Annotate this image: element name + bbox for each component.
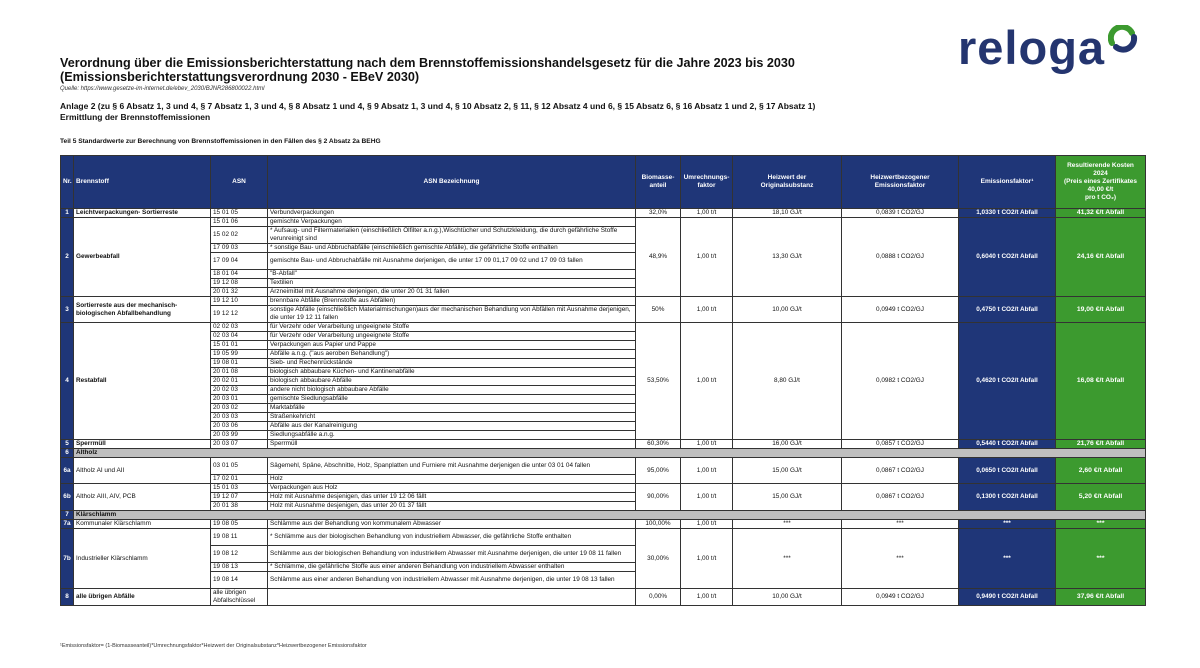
biomasse-cell: 53,50%	[636, 323, 681, 440]
table-row	[61, 484, 1146, 493]
asn-code: 20 03 07	[211, 440, 268, 449]
asn-code: 19 05 99	[211, 350, 268, 359]
row-nr: 7a	[61, 520, 74, 529]
asn-text: biologisch abbaubare Küchen- und Kantinenabfälle	[268, 368, 636, 377]
asn-code: 15 01 01	[211, 341, 268, 350]
row-nr: 5	[61, 440, 74, 449]
biomasse-cell: 50%	[636, 297, 681, 323]
asn-text: Holz mit Ausnahme desjenigen, das unter 19 12 06 fällt	[268, 493, 636, 502]
source-link[interactable]: Quelle: https://www.gesetze-im-internet.de/ebev_2030/BJNR286800022.html	[60, 86, 265, 92]
brennstoff-cell: Restabfall	[74, 323, 211, 440]
row-nr: 8	[61, 589, 74, 606]
emissionsfaktor-cell: 0,6040 t CO2/t Abfall	[959, 218, 1056, 297]
asn-text: * sonstige Bau- und Abbruchabfälle (einschließlich gemischte Abfälle), die gefährliche Stoffe enthalten	[268, 244, 636, 253]
heizwert-cell: 10,00 GJ/t	[733, 589, 842, 606]
asn-text: brennbare Abfälle (Brennstoffe aus Abfällen)	[268, 297, 636, 306]
asn-code: 18 01 04	[211, 270, 268, 279]
hbef-cell: ***	[842, 529, 959, 589]
heizwert-cell: ***	[733, 520, 842, 529]
asn-code: 20 03 99	[211, 431, 268, 440]
biomasse-cell: 48,9%	[636, 218, 681, 297]
brennstoff-cell: Industrieller Klärschlamm	[74, 529, 211, 589]
asn-code: 19 12 10	[211, 297, 268, 306]
biomasse-cell: 30,00%	[636, 529, 681, 589]
biomasse-cell: 100,00%	[636, 520, 681, 529]
document-title-line1: Verordnung über die Emissionsberichterstattung nach dem Brennstoffemissionshandelsgesetz für die Jahre 2023 bis 2030	[60, 56, 795, 70]
category-label: Klärschlamm	[74, 511, 1146, 520]
biomasse-cell: 0,00%	[636, 589, 681, 606]
asn-text: Sieb- und Rechenrückstände	[268, 359, 636, 368]
asn-text: sonstige Abfälle (einschließlich Materialmischungen)aus der mechanischen Behandlung von Abfällen mit Ausnahme derjenigen, die unter 19 12 11 fallen	[268, 306, 636, 323]
hbef-cell: 0,0949 t CO2/GJ	[842, 589, 959, 606]
row-nr: 4	[61, 323, 74, 440]
asn-code: 19 08 11	[211, 529, 268, 546]
brennstoff-cell: Sortierreste aus der mechanisch-biologischen Abfallbehandlung	[74, 297, 211, 323]
heizwert-cell: 13,30 GJ/t	[733, 218, 842, 297]
asn-text: Straßenkehricht	[268, 413, 636, 422]
hbef-cell: 0,0888 t CO2/GJ	[842, 218, 959, 297]
row-nr: 6a	[61, 458, 74, 484]
umrechnung-cell: 1,00 t/t	[681, 440, 733, 449]
table-row	[61, 297, 1146, 306]
asn-text: andere nicht biologisch abbaubare Abfälle	[268, 386, 636, 395]
asn-code: 20 03 02	[211, 404, 268, 413]
emissionsfaktor-cell: 0,4750 t CO2/t Abfall	[959, 297, 1056, 323]
asn-text: "B-Abfall"	[268, 270, 636, 279]
asn-code: 19 08 12	[211, 546, 268, 563]
reloga-logo	[958, 18, 1138, 78]
asn-code: 19 08 05	[211, 520, 268, 529]
umrechnung-cell: 1,00 t/t	[681, 297, 733, 323]
table-row	[61, 458, 1146, 475]
kosten-cell: 37,96 €/t Abfall	[1056, 589, 1146, 606]
document-header	[60, 56, 940, 146]
umrechnung-cell: 1,00 t/t	[681, 589, 733, 606]
asn-text: Schlämme aus einer anderen Behandlung von industriellem Abwasser mit Ausnahme derjenigen, die unter 19 08 13 fallen	[268, 572, 636, 589]
asn-text: gemischte Bau- und Abbruchabfälle mit Ausnahme derjenigen, die unter 17 09 01,17 09 02 und 17 09 03 fallen	[268, 253, 636, 270]
col-emissionsfaktor: Emissionsfaktor¹	[959, 156, 1056, 209]
brennstoff-cell: alle übrigen Abfälle	[74, 589, 211, 606]
asn-text: Verpackungen aus Holz	[268, 484, 636, 493]
biomasse-cell: 90,00%	[636, 484, 681, 511]
heizwert-cell: 15,00 GJ/t	[733, 458, 842, 484]
asn-code: 15 01 05	[211, 209, 268, 218]
umrechnung-cell: 1,00 t/t	[681, 458, 733, 484]
asn-text: Schlämme aus der Behandlung von kommunalem Abwasser	[268, 520, 636, 529]
kosten-cell: 41,32 €/t Abfall	[1056, 209, 1146, 218]
asn-code: 17 02 01	[211, 475, 268, 484]
asn-text: Arzneimittel mit Ausnahme derjenigen, die unter 20 01 31 fallen	[268, 288, 636, 297]
umrechnung-cell: 1,00 t/t	[681, 323, 733, 440]
hbef-cell: 0,0982 t CO2/GJ	[842, 323, 959, 440]
emissionsfaktor-cell: ***	[959, 529, 1056, 589]
biomasse-cell: 95,00%	[636, 458, 681, 484]
emissionsfaktor-cell: 1,0330 t CO2/t Abfall	[959, 209, 1056, 218]
asn-text: Holz mit Ausnahme desjenigen, das unter 20 01 37 fällt	[268, 502, 636, 511]
umrechnung-cell: 1,00 t/t	[681, 218, 733, 297]
asn-text	[268, 589, 636, 606]
row-nr: 3	[61, 297, 74, 323]
brennstoff-cell: Altholz AIII, AIV, PCB	[74, 484, 211, 511]
asn-code: 03 01 05	[211, 458, 268, 475]
hbef-cell: 0,0867 t CO2/GJ	[842, 458, 959, 484]
emissionsfaktor-cell: 0,1300 t CO2/t Abfall	[959, 484, 1056, 511]
part-title: Teil 5 Standardwerte zur Berechnung von Brennstoffemissionen in den Fällen des § 2 Absatz 2a BEHG	[60, 138, 381, 145]
emission-table	[60, 155, 1146, 606]
hbef-cell: 0,0867 t CO2/GJ	[842, 484, 959, 511]
col-nr: Nr.	[61, 156, 74, 209]
col-heizwert: Heizwert der Originalsubstanz	[733, 156, 842, 209]
kosten-cell: 24,16 €/t Abfall	[1056, 218, 1146, 297]
hbef-cell: 0,0857 t CO2/GJ	[842, 440, 959, 449]
asn-text: Sperrmüll	[268, 440, 636, 449]
emissionsfaktor-cell: ***	[959, 520, 1056, 529]
footnote: ¹Emissionsfaktor= (1-Biomasseanteil)*Umrechnungsfaktor*Heizwert der Originalsubstanz*Heizwertbezogener Emissionsfaktor	[60, 643, 367, 649]
asn-code: 15 01 06	[211, 218, 268, 227]
emissionsfaktor-cell: 0,5440 t CO2/t Abfall	[959, 440, 1056, 449]
kosten-cell: 16,08 €/t Abfall	[1056, 323, 1146, 440]
col-heizwertbezogener-ef: Heizwertbezogener Emissionsfaktor	[842, 156, 959, 209]
kosten-cell: 19,00 €/t Abfall	[1056, 297, 1146, 323]
row-nr: 6b	[61, 484, 74, 511]
biomasse-cell: 32,0%	[636, 209, 681, 218]
row-nr: 7	[61, 511, 74, 520]
brennstoff-cell: Sperrmüll	[74, 440, 211, 449]
hbef-cell: 0,0839 t CO2/GJ	[842, 209, 959, 218]
asn-code: 17 09 04	[211, 253, 268, 270]
asn-code: 20 03 03	[211, 413, 268, 422]
heizwert-cell: 15,00 GJ/t	[733, 484, 842, 511]
category-label: Altholz	[74, 449, 1146, 458]
asn-code: 20 01 38	[211, 502, 268, 511]
brennstoff-cell: Leichtverpackungen- Sortierreste	[74, 209, 211, 218]
col-biomasseanteil: Biomasse- anteil	[636, 156, 681, 209]
asn-text: Abfälle a.n.g. ("aus aeroben Behandlung")	[268, 350, 636, 359]
col-umrechnungsfaktor: Umrechnungs- faktor	[681, 156, 733, 209]
asn-code: alle übrigen Abfallschlüssel	[211, 589, 268, 606]
asn-code: 02 02 03	[211, 323, 268, 332]
table-header-row	[61, 156, 1146, 209]
asn-text: Textilien	[268, 279, 636, 288]
asn-text: Holz	[268, 475, 636, 484]
asn-code: 15 02 02	[211, 227, 268, 244]
asn-text: gemischte Siedlungsabfälle	[268, 395, 636, 404]
annex-title: Anlage 2 (zu § 6 Absatz 1, 3 und 4, § 7 Absatz 1, 3 und 4, § 8 Absatz 1 und 4, § 9 Absatz 1, 3 und 4, § 10 Absatz 2, § 11, § 12 Absatz 4 und 6, § 15 Absatz 6, § 16 Absatz 1 und 2, § 17 Absatz 1)	[60, 101, 816, 111]
kosten-cell: ***	[1056, 529, 1146, 589]
asn-text: für Verzehr oder Verarbeitung ungeeignete Stoffe	[268, 332, 636, 341]
asn-text: biologisch abbaubare Abfälle	[268, 377, 636, 386]
document-title-line2: (Emissionsberichterstattungsverordnung 2030 - EBeV 2030)	[60, 70, 420, 84]
table-row	[61, 440, 1146, 449]
table-row	[61, 529, 1146, 546]
umrechnung-cell: 1,00 t/t	[681, 529, 733, 589]
asn-text: * Schlämme aus der biologischen Behandlung von industriellem Abwasser, die gefährliche Stoffe enthalten	[268, 529, 636, 546]
category-row	[61, 449, 1146, 458]
asn-code: 19 12 08	[211, 279, 268, 288]
kosten-cell: ***	[1056, 520, 1146, 529]
table-row	[61, 323, 1146, 332]
asn-text: Verbundverpackungen	[268, 209, 636, 218]
asn-code: 15 01 03	[211, 484, 268, 493]
asn-code: 19 12 07	[211, 493, 268, 502]
hbef-cell: ***	[842, 520, 959, 529]
umrechnung-cell: 1,00 t/t	[681, 484, 733, 511]
umrechnung-cell: 1,00 t/t	[681, 520, 733, 529]
heizwert-cell: ***	[733, 529, 842, 589]
asn-text: Siedlungsabfälle a.n.g.	[268, 431, 636, 440]
row-nr: 1	[61, 209, 74, 218]
asn-code: 17 09 03	[211, 244, 268, 253]
annex-subtitle: Ermittlung der Brennstoffemissionen	[60, 111, 211, 122]
asn-code: 20 03 06	[211, 422, 268, 431]
heizwert-cell: 10,00 GJ/t	[733, 297, 842, 323]
asn-text: * Aufsaug- und Filtermaterialien (einschließlich Ölfilter a.n.g.),Wischtücher und Schutzkleidung, die durch gefährliche Stoffe verunreinigt sind	[268, 227, 636, 244]
col-asn: ASN	[211, 156, 268, 209]
asn-code: 19 12 12	[211, 306, 268, 323]
table-row	[61, 520, 1146, 529]
row-nr: 2	[61, 218, 74, 297]
logo-text: reloga	[958, 21, 1106, 74]
emissionsfaktor-cell: 0,0650 t CO2/t Abfall	[959, 458, 1056, 484]
asn-code: 20 02 01	[211, 377, 268, 386]
brennstoff-cell: Kommunaler Klärschlamm	[74, 520, 211, 529]
asn-code: 20 01 08	[211, 368, 268, 377]
category-row	[61, 511, 1146, 520]
logo-swirl-icon	[1108, 25, 1138, 53]
asn-text: Sägemehl, Späne, Abschnitte, Holz, Spanplatten und Furniere mit Ausnahme derjenigen die unter 03 01 04 fallen	[268, 458, 636, 475]
asn-text: Verpackungen aus Papier und Pappe	[268, 341, 636, 350]
col-asn-bezeichnung: ASN Bezeichnung	[268, 156, 636, 209]
asn-text: gemischte Verpackungen	[268, 218, 636, 227]
umrechnung-cell: 1,00 t/t	[681, 209, 733, 218]
heizwert-cell: 18,10 GJ/t	[733, 209, 842, 218]
asn-code: 20 02 03	[211, 386, 268, 395]
table-row	[61, 209, 1146, 218]
asn-code: 20 01 32	[211, 288, 268, 297]
row-nr: 7b	[61, 529, 74, 589]
kosten-cell: 2,60 €/t Abfall	[1056, 458, 1146, 484]
row-nr: 6	[61, 449, 74, 458]
heizwert-cell: 16,00 GJ/t	[733, 440, 842, 449]
brennstoff-cell: Altholz AI und AII	[74, 458, 211, 484]
asn-text: Schlämme aus der biologischen Behandlung von industriellem Abwasser mit Ausnahme derjenigen, die unter 19 08 11 fallen	[268, 546, 636, 563]
table-row	[61, 218, 1146, 227]
kosten-cell: 5,20 €/t Abfall	[1056, 484, 1146, 511]
asn-text: Abfälle aus der Kanalreinigung	[268, 422, 636, 431]
hbef-cell: 0,0949 t CO2/GJ	[842, 297, 959, 323]
asn-code: 19 08 14	[211, 572, 268, 589]
biomasse-cell: 60,30%	[636, 440, 681, 449]
emissionsfaktor-cell: 0,4620 t CO2/t Abfall	[959, 323, 1056, 440]
col-resultierende-kosten: Resultierende Kosten 2024 (Preis eines Zertifikates 40,00 €/t pro t CO₂)	[1056, 156, 1146, 209]
asn-text: für Verzehr oder Verarbeitung ungeeignete Stoffe	[268, 323, 636, 332]
table-row	[61, 589, 1146, 606]
asn-code: 02 03 04	[211, 332, 268, 341]
asn-code: 19 08 01	[211, 359, 268, 368]
col-brennstoff: Brennstoff	[74, 156, 211, 209]
kosten-cell: 21,76 €/t Abfall	[1056, 440, 1146, 449]
asn-text: Marktabfälle	[268, 404, 636, 413]
heizwert-cell: 8,80 GJ/t	[733, 323, 842, 440]
emissionsfaktor-cell: 0,9490 t CO2/t Abfall	[959, 589, 1056, 606]
asn-code: 19 08 13	[211, 563, 268, 572]
asn-code: 20 03 01	[211, 395, 268, 404]
brennstoff-cell: Gewerbeabfall	[74, 218, 211, 297]
asn-text: * Schlämme, die gefährliche Stoffe aus einer anderen Behandlung von industriellem Abwasser enthalten	[268, 563, 636, 572]
